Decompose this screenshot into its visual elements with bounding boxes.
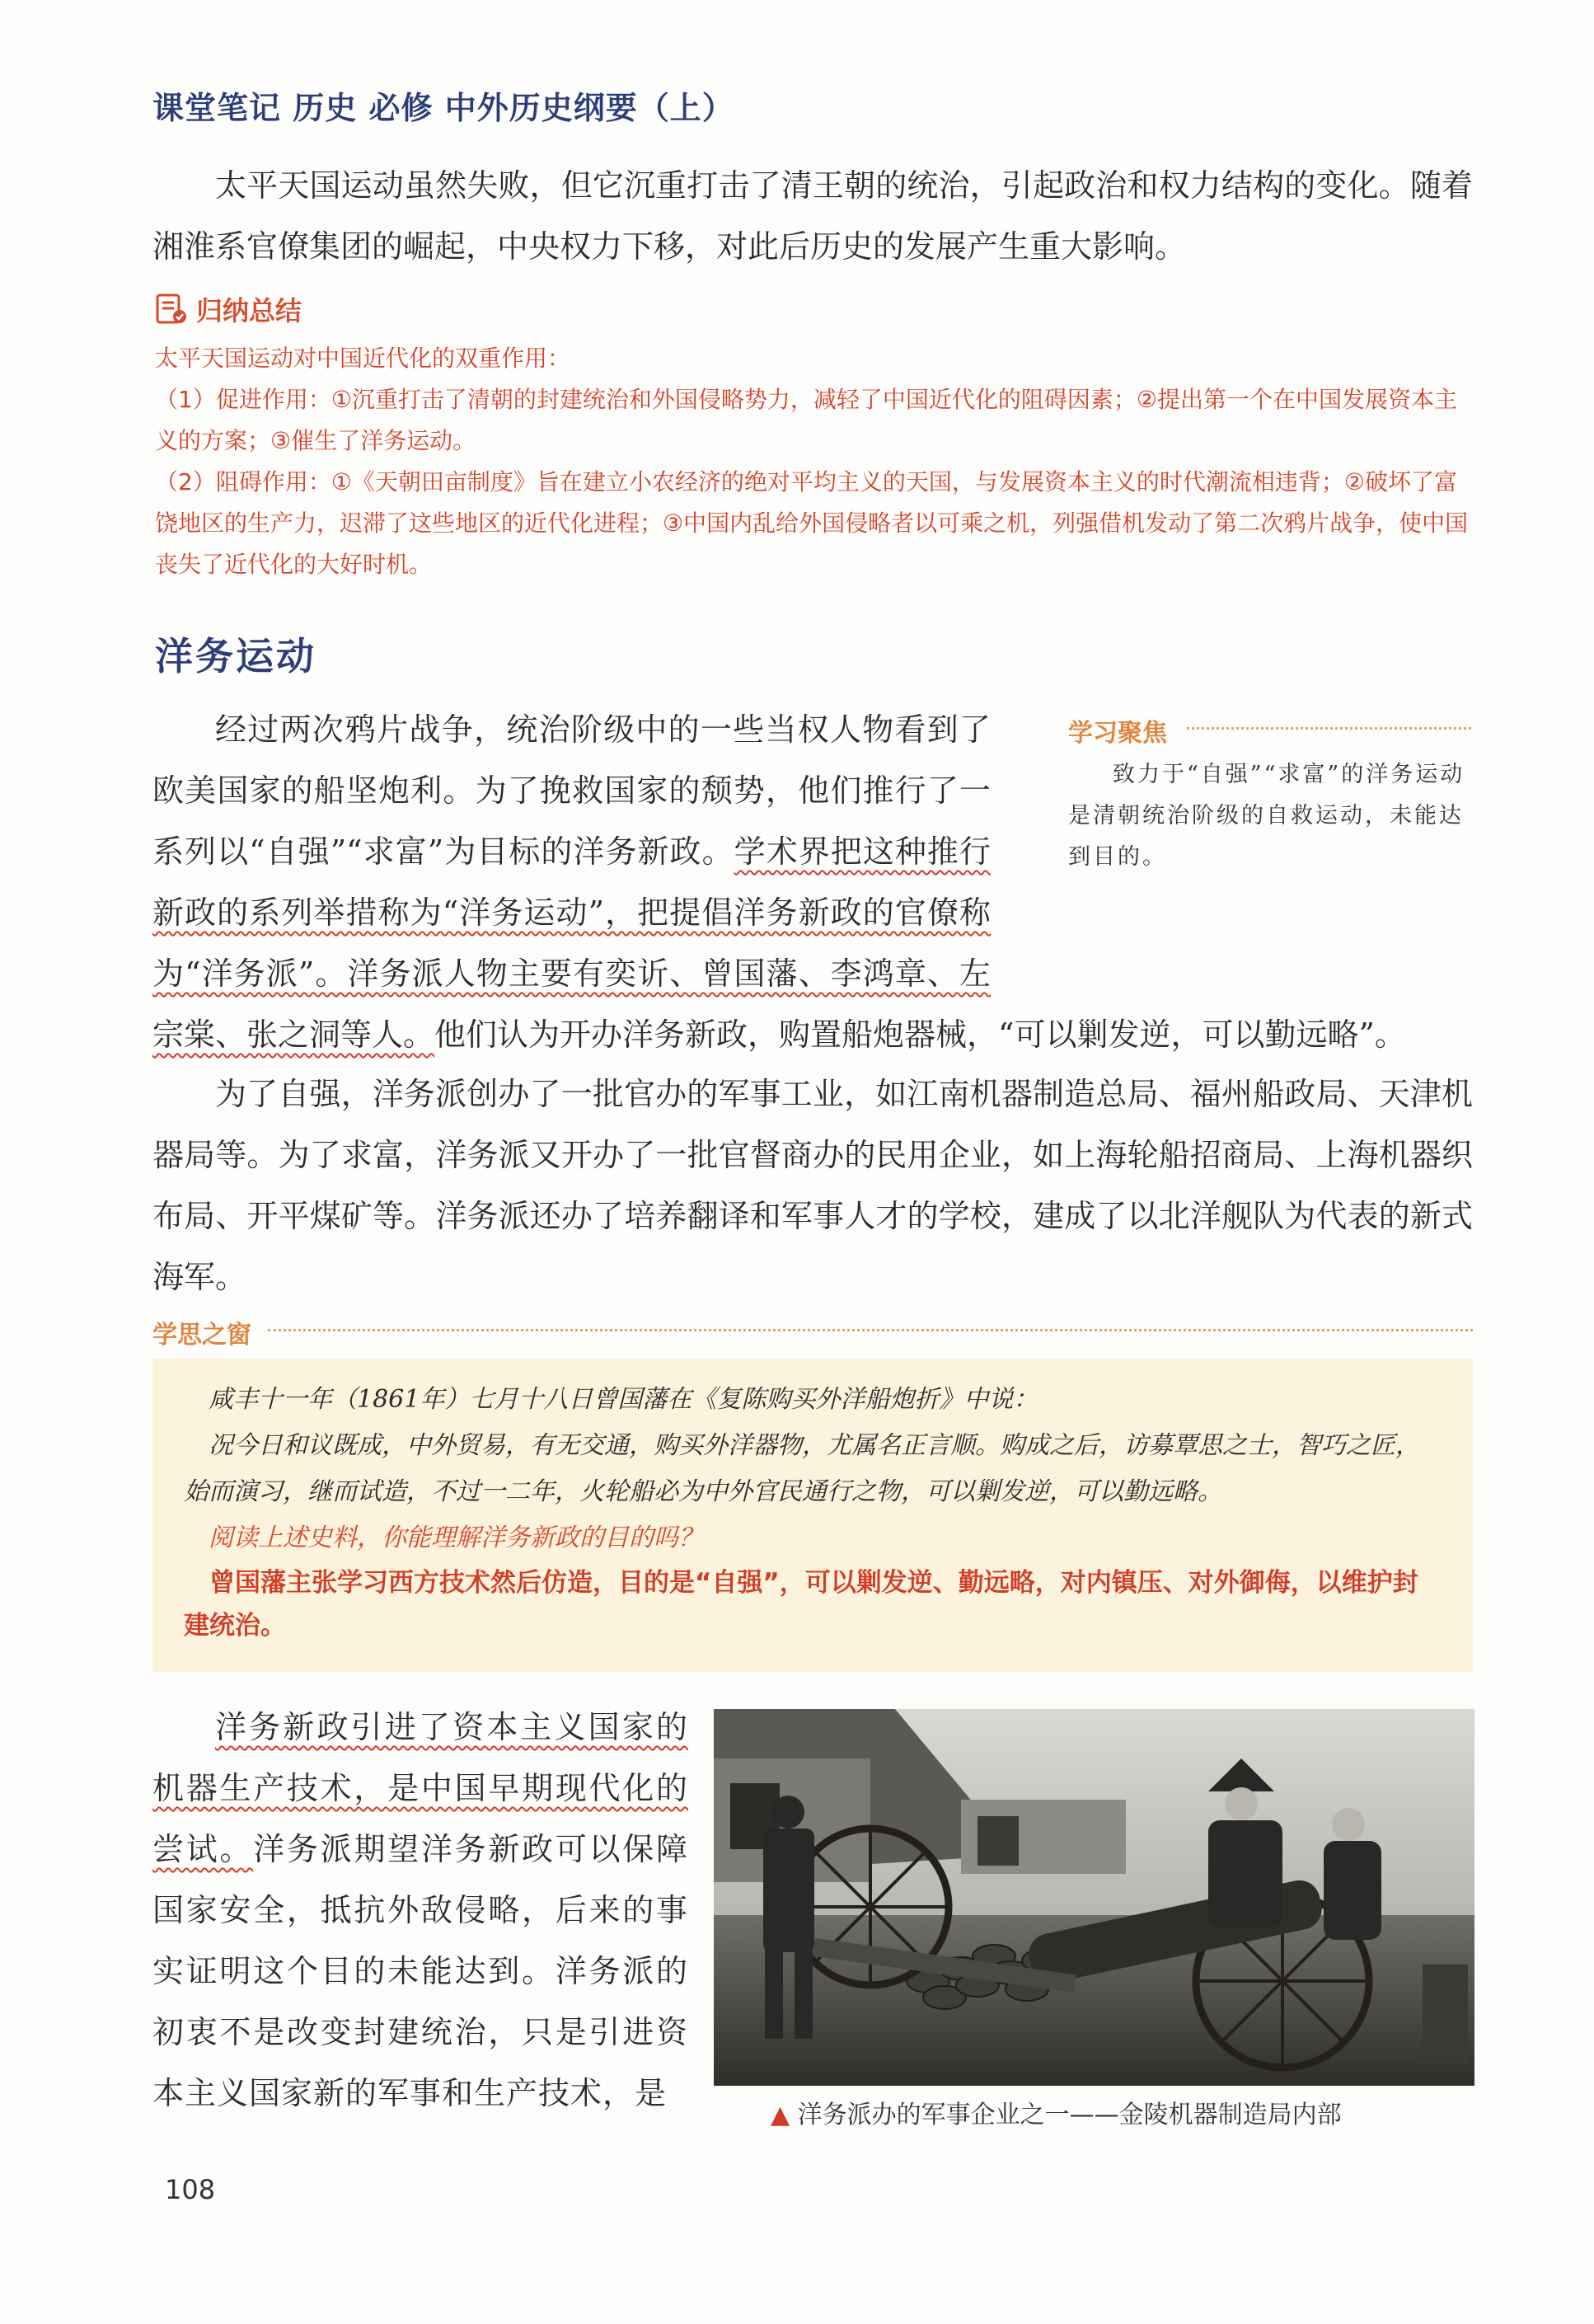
- para1-plain: 经过两次鸦片战争，统治阶级中的一些当权人物看到了欧美国家的船坚炮利。为了挽救国家的颓势，他们推行了一系列以“自强”“求富”为目标的洋务新政。: [152, 711, 991, 870]
- section-title: 洋务运动: [155, 634, 316, 678]
- focus-title: 学习聚焦: [1068, 719, 1167, 748]
- historical-photo: [714, 1709, 1474, 2086]
- focus-box: [1068, 754, 1472, 878]
- intro-paragraph: 太平天国运动虽然失败，但它沉重打击了清王朝的统治，引起政治和权力结构的变化。随着湘淮系官僚集团的崛起，中央权力下移，对此后历史的发展产生重大影响。: [152, 167, 1473, 265]
- section-paragraph-2: 为了自强，洋务派创办了一批官办的军事工业，如江南机器制造总局、福州船政局、天津机器局等。为了求富，洋务派又开办了一批官督商办的民用企业，如上海轮船招商局、上海机器织布局、开平煤矿等。洋务派还办了培养翻译和军事人才的学校，建成了以北洋舰队为代表的新式海军。: [152, 1076, 1473, 1295]
- window-title: 学思之窗: [152, 1321, 251, 1350]
- summary-lead: 太平天国运动对中国近代化的双重作用：: [155, 345, 571, 372]
- summary-body: [155, 338, 1474, 585]
- bottom-paragraph-block: [152, 1697, 688, 2124]
- bottom-paragraph: [152, 1697, 688, 2124]
- window-answer: 曾国藩主张学习西方技术然后仿造，目的是“自强”，可以剿发逆、勤远略，对内镇压、对外御侮，以维护封建统治。: [184, 1568, 1418, 1641]
- window-source-line: 咸丰十一年（1861年）七月十八日曾国藩在《复陈购买外洋船炮折》中说：: [209, 1385, 1038, 1414]
- para1-underlined: 学术界把这种推行新政的系列举措称为“洋务运动”，把提倡洋务新政的官僚称为“洋务派”。洋务派人物主要有奕䜣、曾国藩、李鸿章、左宗棠、张之洞等人。: [152, 833, 991, 1053]
- para1-tail: 他们认为开办洋务新政，购置船炮器械，“可以剿发逆，可以勤远略”。: [434, 1016, 1406, 1053]
- window-divider: [268, 1329, 1473, 1336]
- notebook-check-icon: [155, 293, 188, 326]
- summary-item-2: （2）阻碍作用：①《天朝田亩制度》旨在建立小农经济的绝对平均主义的天国，与发展资本主义的时代潮流相违背；②破坏了富饶地区的生产力，迟滞了这些地区的近代化进程；③中国内乱给外国侵略者以可乘之机，列强借机发动了第二次鸦片战争，使中国丧失了近代化的大好时机。: [155, 468, 1469, 578]
- page-header-title: 课堂笔记 历史 必修 中外历史纲要（上）: [152, 90, 734, 126]
- photo-illustration: [714, 1709, 1474, 2086]
- window-question: 阅读上述史料，你能理解洋务新政的目的吗？: [209, 1524, 703, 1552]
- intro-paragraph-block: [152, 155, 1473, 277]
- section-paragraph-2-block: [152, 1063, 1473, 1308]
- summary-heading: [155, 290, 302, 328]
- window-box: [152, 1359, 1473, 1672]
- bottom-underlined: 洋务新政引进了资本主义国家的机器生产技术，是中国早期现代化的尝试。: [152, 1709, 688, 1867]
- summary-title: 归纳总结: [196, 295, 302, 326]
- photo-caption: [771, 2094, 1342, 2130]
- caption-triangle-icon: ▲: [771, 2101, 790, 2129]
- page-number: 108: [165, 2174, 216, 2205]
- focus-divider: [1187, 727, 1471, 735]
- summary-item-1: （1）促进作用：①沉重打击了清朝的封建统治和外国侵略势力，减轻了中国近代化的阻碍因素；②提出第一个在中国发展资本主义的方案；③催生了洋务运动。: [155, 386, 1458, 454]
- bottom-rest: 洋务派期望洋务新政可以保障国家安全，抵抗外敌侵略，后来的事实证明这个目的未能达到。洋务派的初衷不是改变封建统治，只是引进资本主义国家新的军事和生产技术，是: [152, 1831, 688, 2111]
- focus-text: 致力于“自强”“求富”的洋务运动是清朝统治阶级的自救运动，未能达到目的。: [1068, 762, 1465, 870]
- window-quote: 况今日和议既成，中外贸易，有无交通，购买外洋器物，尤属名正言顺。购成之后，访募覃思之士，智巧之匠，始而演习，继而试造，不过一二年，火轮船必为中外官民通行之物，可以剿发逆，可以勤远略。: [184, 1431, 1420, 1506]
- caption-text: 洋务派办的军事企业之一——金陵机器制造局内部: [797, 2101, 1342, 2129]
